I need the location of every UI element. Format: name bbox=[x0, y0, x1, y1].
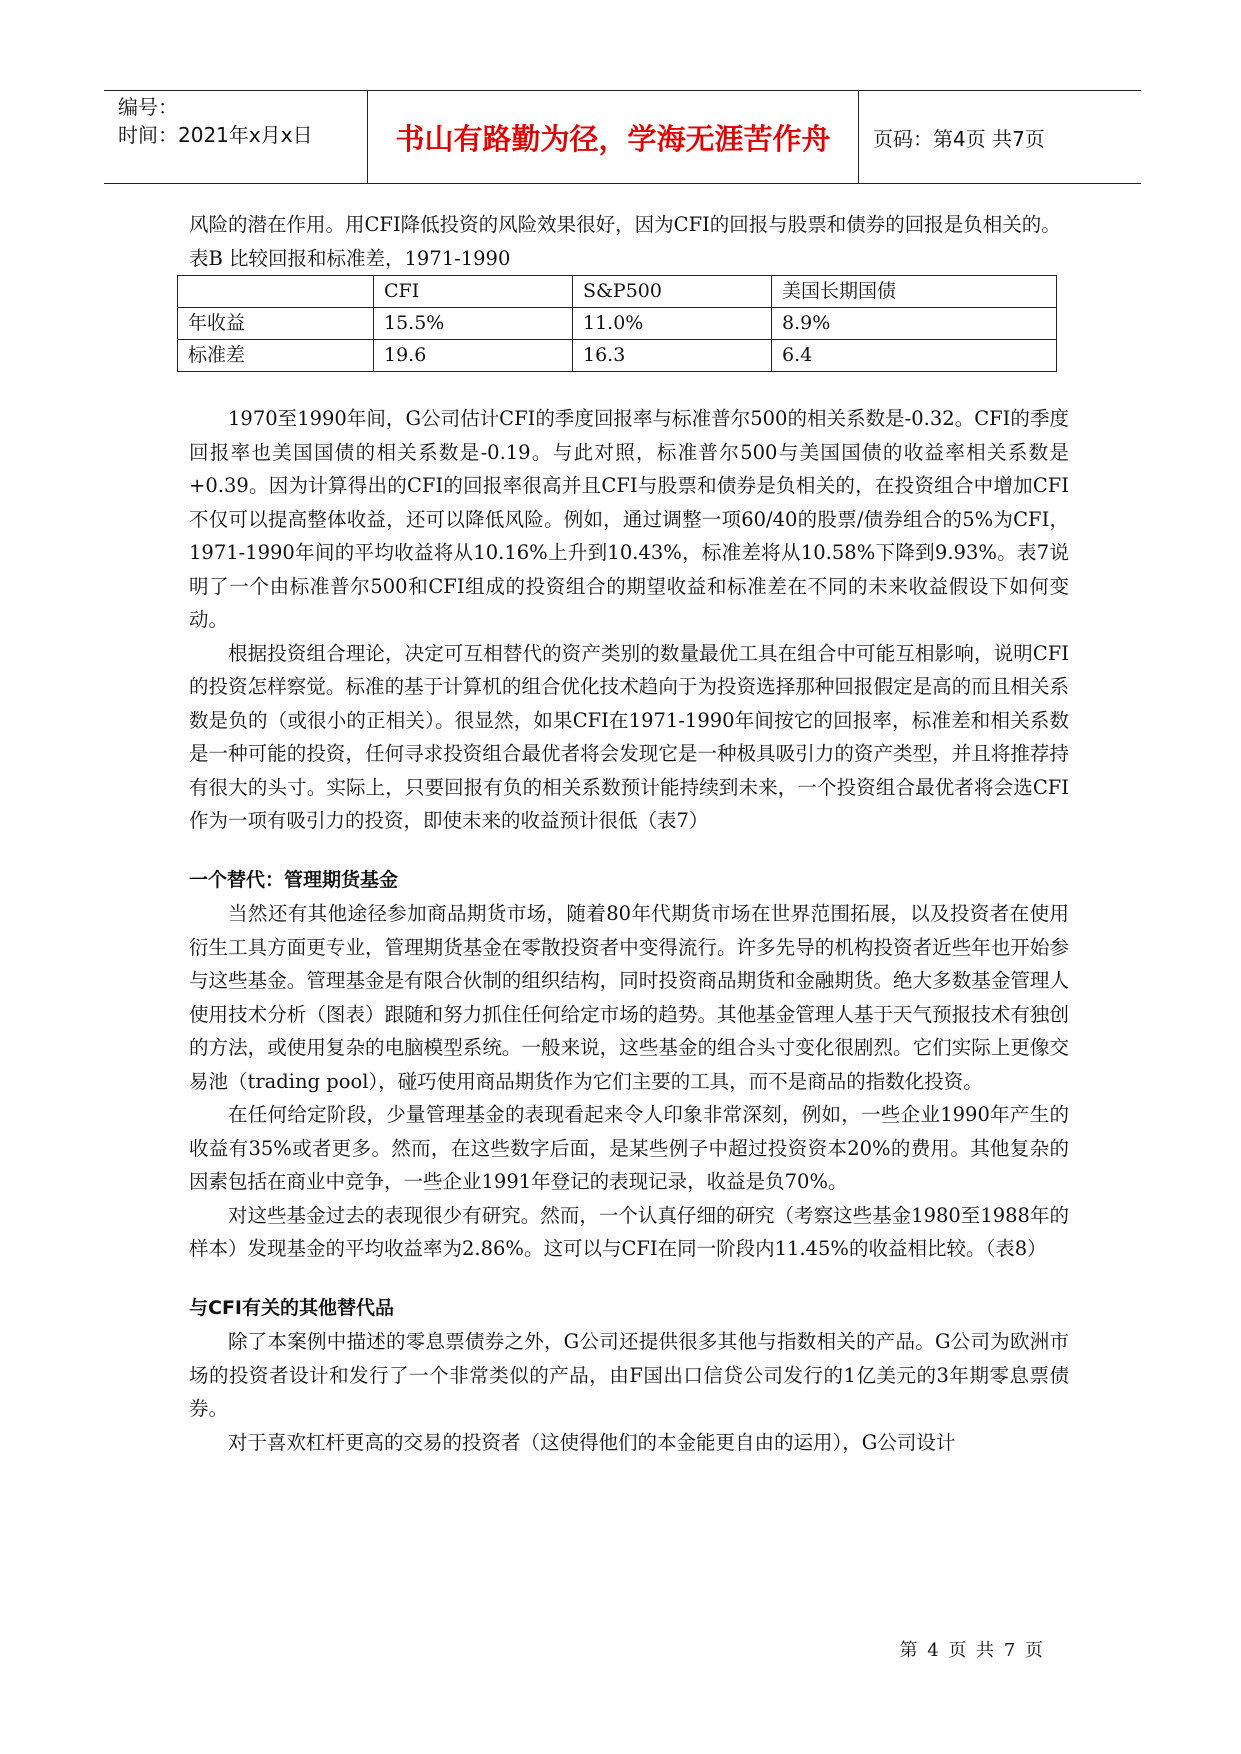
page-header bbox=[104, 90, 1141, 184]
header-page-label: 页码：第4页 共7页 bbox=[873, 126, 1045, 151]
section-heading: 与CFI有关的其他替代品 bbox=[189, 1296, 394, 1319]
table-row bbox=[178, 340, 1057, 372]
paragraph: 根据投资组合理论，决定可互相替代的资产类别的数量最优工具在组合中可能互相影响，说明CFI的投资怎样察觉。标准的基于计算机的组合优化技术趋向于为投资选择那种回报假定是高的而且相关系数是负的（或很小的正相关）。很显然，如果CFI在1971-1990年间按它的回报率，标准差和相关系数是一种可能的投资，任何寻求投资组合最优者将会发现它是一种极具吸引力的资产类型，并且将推荐持有很大的头寸。实际上，只要回报有负的相关系数预计能持续到未来，一个投资组合最优者将会选CFI作为一项有吸引力的投资，即使未来的收益预计很低（表7） bbox=[189, 641, 1069, 832]
table-header-cell bbox=[178, 276, 374, 308]
table-header-row bbox=[178, 276, 1057, 308]
number-label: 编号： bbox=[118, 95, 178, 119]
table-cell: 年收益 bbox=[178, 308, 374, 340]
table-caption: 表B 比较回报和标准差，1971-1990 bbox=[189, 246, 511, 270]
header-motto: 书山有路勤为径，学海无涯苦作舟 bbox=[368, 91, 859, 183]
table-header-cell: CFI bbox=[374, 276, 573, 308]
table-cell: 11.0% bbox=[573, 308, 772, 340]
table-header-cell: 美国长期国债 bbox=[772, 276, 1057, 308]
header-left-cell bbox=[104, 91, 368, 183]
section-heading: 一个替代：管理期货基金 bbox=[189, 868, 399, 891]
paragraph: 1970至1990年间，G公司估计CFI的季度回报率与标准普尔500的相关系数是-0.32。CFI的季度回报率也美国国债的相关系数是-0.19。与此对照，标准普尔500与美国国债的收益率相关系数是+0.39。因为计算得出的CFI的回报率很高并且CFI与股票和债券是负相关的，在投资组合中增加CFI不仅可以提高整体收益，还可以降低风险。例如，通过调整一项60/40的股票/债券组合的5%为CFI，1971-1990年间的平均收益将从10.16%上升到10.43%，标准差将从10.58%下降到9.93%。表7说明了一个由标准普尔500和CFI组成的投资组合的期望收益和标准差在不同的未来收益假设下如何变动。 bbox=[189, 407, 1069, 631]
paragraph: 对这些基金过去的表现很少有研究。然而，一个认真仔细的研究（考察这些基金1980至1988年的样本）发现基金的平均收益率为2.86%。这可以与CFI在同一阶段内11.45%的收益相比较。（表8） bbox=[189, 1203, 1069, 1260]
table-cell: 8.9% bbox=[772, 308, 1057, 340]
table-cell: 6.4 bbox=[772, 340, 1057, 372]
table-cell: 16.3 bbox=[573, 340, 772, 372]
table-cell: 19.6 bbox=[374, 340, 573, 372]
paragraph: 对于喜欢杠杆更高的交易的投资者（这使得他们的本金能更自由的运用），G公司设计 bbox=[228, 1430, 956, 1454]
table-header-cell: S&P500 bbox=[573, 276, 772, 308]
table-cell: 标准差 bbox=[178, 340, 374, 372]
comparison-table bbox=[177, 275, 1057, 372]
table-row bbox=[178, 308, 1057, 340]
paragraph: 风险的潜在作用。用CFI降低投资的风险效果很好，因为CFI的回报与股票和债券的回报是负相关的。 bbox=[189, 213, 1061, 236]
document-body bbox=[189, 208, 1069, 1459]
page-footer: 第 4 页 共 7 页 bbox=[899, 1640, 1045, 1661]
paragraph: 除了本案例中描述的零息票债券之外，G公司还提供很多其他与指数相关的产品。G公司为欧洲市场的投资者设计和发行了一个非常类似的产品，由F国出口信贷公司发行的1亿美元的3年期零息票债券。 bbox=[189, 1330, 1069, 1420]
paragraph: 当然还有其他途径参加商品期货市场，随着80年代期货市场在世界范围拓展，以及投资者在使用衍生工具方面更专业，管理期货基金在零散投资者中变得流行。许多先导的机构投资者近些年也开始参与这些基金。管理基金是有限合伙制的组织结构，同时投资商品期货和金融期货。绝大多数基金管理人使用技术分析（图表）跟随和努力抓住任何给定市场的趋势。其他基金管理人基于天气预报技术有独创的方法，或使用复杂的电脑模型系统。一般来说，这些基金的组合头寸变化很剧烈。它们实际上更像交易池（trading pool），碰巧使用商品期货作为它们主要的工具，而不是商品的指数化投资。 bbox=[189, 902, 1069, 1093]
time-label: 时间：2021年x月x日 bbox=[118, 123, 313, 147]
paragraph: 在任何给定阶段，少量管理基金的表现看起来令人印象非常深刻，例如，一些企业1990年产生的收益有35%或者更多。然而，在这些数字后面，是某些例子中超过投资资本20%的费用。其他复杂的因素包括在商业中竞争，一些企业1991年登记的表现记录，收益是负70%。 bbox=[189, 1103, 1069, 1193]
table-cell: 15.5% bbox=[374, 308, 573, 340]
